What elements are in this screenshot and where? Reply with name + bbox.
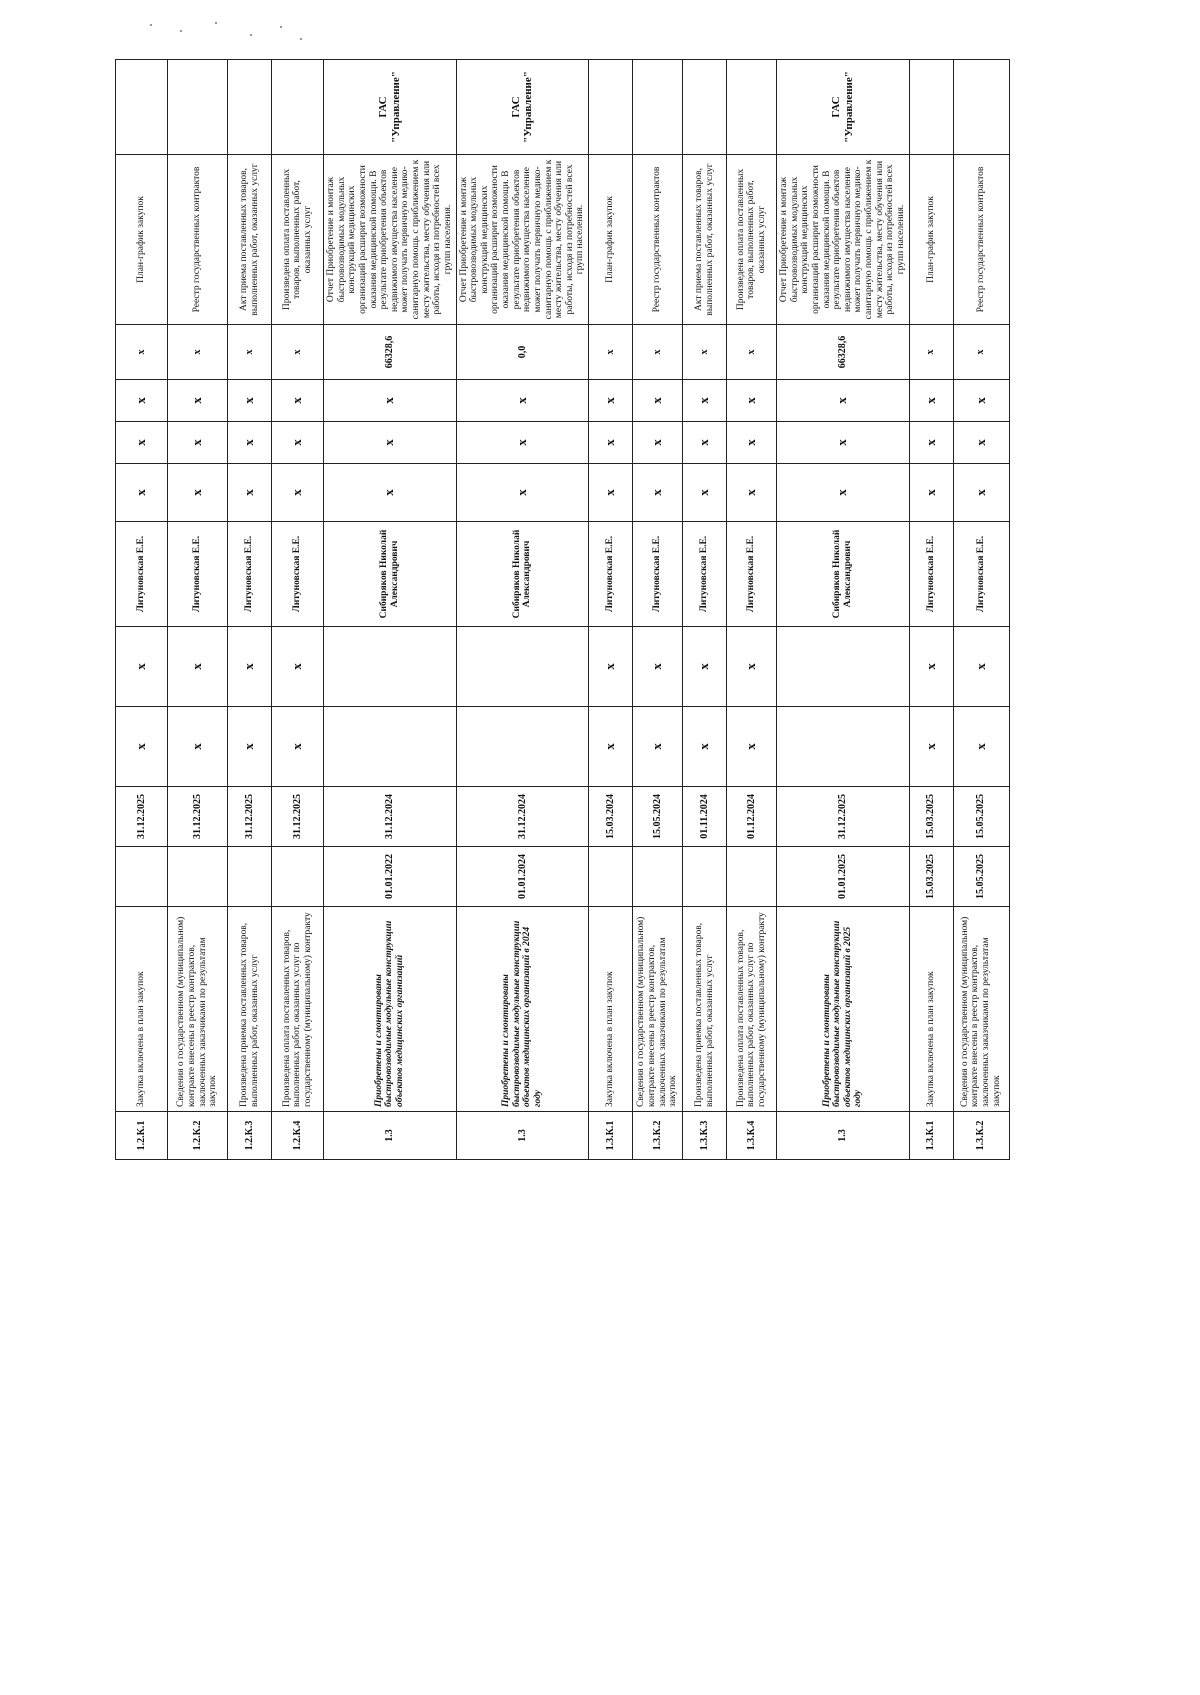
cell-x2: x xyxy=(168,627,228,707)
cell-x1: x xyxy=(909,707,953,787)
cell-x3: x xyxy=(953,464,1009,522)
cell-x3: x xyxy=(909,464,953,522)
cell-x2: x xyxy=(683,627,727,707)
cell-x4: x xyxy=(228,422,272,464)
cell-start xyxy=(589,847,633,907)
cell-x5: x xyxy=(727,380,777,422)
table-row xyxy=(777,60,910,1160)
cell-x2: x xyxy=(909,627,953,707)
rotated-table-container xyxy=(115,60,1165,1160)
cell-value: x xyxy=(683,325,727,380)
cell-x3: x xyxy=(633,464,683,522)
table-row xyxy=(168,60,228,1160)
cell-start: 15.05.2025 xyxy=(953,847,1009,907)
cell-x3: x xyxy=(683,464,727,522)
cell-x3: x xyxy=(727,464,777,522)
cell-person: Литуновская Е.Е. xyxy=(633,522,683,627)
cell-name: Приобретены и смонтированы быстровозводимые модульные конструкции объектов медицинских организаций в 2025 году xyxy=(777,907,910,1112)
cell-start: 15.03.2025 xyxy=(909,847,953,907)
cell-num: 1.3 xyxy=(456,1112,589,1160)
cell-doc: Акт приема поставленных товаров, выполненных работ, оказанных услуг xyxy=(228,155,272,325)
cell-system xyxy=(953,60,1009,155)
cell-num: 1.2.К.4 xyxy=(272,1112,324,1160)
cell-x5: x xyxy=(272,380,324,422)
cell-end: 15.03.2024 xyxy=(589,787,633,847)
table-row xyxy=(116,60,168,1160)
cell-person: Литуновская Е.Е. xyxy=(589,522,633,627)
cell-value: x xyxy=(272,325,324,380)
cell-x3: x xyxy=(272,464,324,522)
cell-value: 0,0 xyxy=(456,325,589,380)
cell-num: 1.3 xyxy=(777,1112,910,1160)
cell-x1: x xyxy=(589,707,633,787)
cell-name: Приобретены и смонтированы быстровозводимые модульные конструкции объектов медицинских организаций в 2024 году xyxy=(456,907,589,1112)
cell-x4: x xyxy=(272,422,324,464)
cell-value: x xyxy=(228,325,272,380)
cell-num: 1.3.К.1 xyxy=(909,1112,953,1160)
cell-doc: Отчет Приобретение и монтаж быстровозводимых модульных конструкций медицинских организаций расширит возможности оказания медицинской помощи. В результате приобретения объектов недвижимого имущества население может получать первичную медико-санитарную помощь с приближением к месту жительства, месту обучения или работы, исходя из потребностей всех групп населения. xyxy=(777,155,910,325)
cell-start xyxy=(272,847,324,907)
cell-person: Сибиряков Николай Александрович xyxy=(456,522,589,627)
cell-name: Сведения о государственном (муниципальном) контракте внесены в реестр контрактов, заключенных заказчиками по результатам закупок xyxy=(953,907,1009,1112)
cell-x2: x xyxy=(953,627,1009,707)
cell-x3: x xyxy=(777,464,910,522)
cell-person: Литуновская Е.Е. xyxy=(228,522,272,627)
cell-name: Закупка включена в план закупок xyxy=(909,907,953,1112)
cell-start xyxy=(727,847,777,907)
cell-value: 66328,6 xyxy=(324,325,457,380)
cell-name: Закупка включена в план закупок xyxy=(589,907,633,1112)
cell-x1: x xyxy=(953,707,1009,787)
cell-doc: Произведена оплата поставленных товаров, выполненных работ, оказанных услуг xyxy=(272,155,324,325)
cell-x4: x xyxy=(456,422,589,464)
cell-start xyxy=(633,847,683,907)
cell-end: 31.12.2025 xyxy=(116,787,168,847)
cell-person: Литуновская Е.Е. xyxy=(909,522,953,627)
cell-doc: Реестр государственных контрактов xyxy=(953,155,1009,325)
cell-num: 1.2.К.3 xyxy=(228,1112,272,1160)
cell-start: 01.01.2024 xyxy=(456,847,589,907)
cell-person: Литуновская Е.Е. xyxy=(683,522,727,627)
cell-value: x xyxy=(589,325,633,380)
cell-x4: x xyxy=(909,422,953,464)
cell-doc: Реестр государственных контрактов xyxy=(168,155,228,325)
cell-num: 1.2.К.1 xyxy=(116,1112,168,1160)
cell-x5: x xyxy=(633,380,683,422)
cell-system xyxy=(909,60,953,155)
cell-x2 xyxy=(777,627,910,707)
table-row xyxy=(589,60,633,1160)
cell-x4: x xyxy=(953,422,1009,464)
cell-x2: x xyxy=(727,627,777,707)
cell-doc: Реестр государственных контрактов xyxy=(633,155,683,325)
cell-x2 xyxy=(456,627,589,707)
cell-system xyxy=(228,60,272,155)
cell-system: ГАС "Управление" xyxy=(324,60,457,155)
plan-table xyxy=(115,59,1010,1160)
cell-num: 1.3.К.4 xyxy=(727,1112,777,1160)
cell-value: x xyxy=(168,325,228,380)
cell-start: 01.01.2022 xyxy=(324,847,457,907)
cell-system xyxy=(589,60,633,155)
cell-x5: x xyxy=(324,380,457,422)
cell-x1: x xyxy=(727,707,777,787)
cell-x3: x xyxy=(589,464,633,522)
cell-x5: x xyxy=(228,380,272,422)
cell-x1 xyxy=(456,707,589,787)
cell-system xyxy=(116,60,168,155)
cell-start: 01.01.2025 xyxy=(777,847,910,907)
cell-doc: Отчет Приобретение и монтаж быстровозводимых модульных конструкций медицинских организаций расширит возможности оказания медицинской помощи. В результате приобретения объектов недвижимого имущества население может получать первичную медико-санитарную помощь с приближением к месту жительства, месту обучения или работы, исходя из потребностей всех групп населения. xyxy=(456,155,589,325)
cell-x3: x xyxy=(168,464,228,522)
cell-x5: x xyxy=(589,380,633,422)
cell-x2: x xyxy=(116,627,168,707)
cell-x3: x xyxy=(228,464,272,522)
cell-end: 31.12.2025 xyxy=(777,787,910,847)
cell-num: 1.3.К.1 xyxy=(589,1112,633,1160)
cell-name: Произведена оплата поставленных товаров, выполненных работ, оказанных услуг по государственному (муниципальному) контракту xyxy=(727,907,777,1112)
table-row xyxy=(456,60,589,1160)
cell-end: 01.12.2024 xyxy=(727,787,777,847)
cell-end: 15.05.2025 xyxy=(953,787,1009,847)
table-row xyxy=(953,60,1009,1160)
cell-value: x xyxy=(116,325,168,380)
cell-start xyxy=(168,847,228,907)
cell-num: 1.3.К.2 xyxy=(633,1112,683,1160)
cell-value: 66328,6 xyxy=(777,325,910,380)
scan-noise xyxy=(120,20,320,50)
cell-x4: x xyxy=(777,422,910,464)
cell-x4: x xyxy=(168,422,228,464)
cell-x1: x xyxy=(116,707,168,787)
cell-doc: Произведена оплата поставленных товаров, выполненных работ, оказанных услуг xyxy=(727,155,777,325)
table-body xyxy=(116,60,1010,1160)
cell-system: ГАС "Управление" xyxy=(456,60,589,155)
cell-start xyxy=(116,847,168,907)
cell-x1 xyxy=(777,707,910,787)
cell-doc: Акт приема поставленных товаров, выполненных работ, оказанных услуг xyxy=(683,155,727,325)
cell-x2: x xyxy=(633,627,683,707)
cell-person: Литуновская Е.Е. xyxy=(727,522,777,627)
cell-value: x xyxy=(953,325,1009,380)
cell-x5: x xyxy=(168,380,228,422)
cell-x3: x xyxy=(456,464,589,522)
cell-x1 xyxy=(324,707,457,787)
cell-end: 15.05.2024 xyxy=(633,787,683,847)
cell-end: 31.12.2025 xyxy=(168,787,228,847)
cell-num: 1.2.К.2 xyxy=(168,1112,228,1160)
cell-x5: x xyxy=(116,380,168,422)
cell-x4: x xyxy=(683,422,727,464)
cell-system xyxy=(633,60,683,155)
cell-system xyxy=(683,60,727,155)
cell-end: 01.11.2024 xyxy=(683,787,727,847)
cell-person: Сибиряков Николай Александрович xyxy=(777,522,910,627)
cell-value: x xyxy=(727,325,777,380)
cell-doc: Отчет Приобретение и монтаж быстровозводимых модульных конструкций медицинских организаций расширит возможности оказания медицинской помощи. В результате приобретения объектов недвижимого имущества население может получать первичную медико-санитарную помощь с приближением к месту жительства, месту обучения или работы, исходя из потребностей всех групп населения. xyxy=(324,155,457,325)
table-row xyxy=(272,60,324,1160)
cell-num: 1.3.К.3 xyxy=(683,1112,727,1160)
cell-person: Сибиряков Николай Александрович xyxy=(324,522,457,627)
table-row xyxy=(228,60,272,1160)
table-row xyxy=(727,60,777,1160)
cell-end: 31.12.2024 xyxy=(324,787,457,847)
cell-system xyxy=(727,60,777,155)
cell-name: Закупка включена в план закупок xyxy=(116,907,168,1112)
cell-x4: x xyxy=(633,422,683,464)
cell-system: ГАС "Управление" xyxy=(777,60,910,155)
cell-name: Сведения о государственном (муниципальном) контракте внесены в реестр контрактов, заключенных заказчиками по результатам закупок xyxy=(633,907,683,1112)
cell-x4: x xyxy=(324,422,457,464)
cell-end: 31.12.2024 xyxy=(456,787,589,847)
cell-name: Произведена оплата поставленных товаров, выполненных работ, оказанных услуг по государственному (муниципальному) контракту xyxy=(272,907,324,1112)
cell-value: x xyxy=(909,325,953,380)
cell-x5: x xyxy=(683,380,727,422)
cell-x4: x xyxy=(727,422,777,464)
cell-x2: x xyxy=(228,627,272,707)
cell-x4: x xyxy=(589,422,633,464)
cell-start xyxy=(683,847,727,907)
cell-system xyxy=(272,60,324,155)
cell-x3: x xyxy=(116,464,168,522)
cell-num: 1.3 xyxy=(324,1112,457,1160)
cell-person: Литуновская Е.Е. xyxy=(272,522,324,627)
cell-name: Произведена приемка поставленных товаров, выполненных работ, оказанных услуг xyxy=(683,907,727,1112)
cell-x2 xyxy=(324,627,457,707)
cell-person: Литуновская Е.Е. xyxy=(168,522,228,627)
cell-x5: x xyxy=(909,380,953,422)
cell-doc: План-график закупок xyxy=(909,155,953,325)
cell-num: 1.3.К.2 xyxy=(953,1112,1009,1160)
cell-x1: x xyxy=(272,707,324,787)
cell-doc: План-график закупок xyxy=(589,155,633,325)
cell-person: Литуновская Е.Е. xyxy=(953,522,1009,627)
cell-end: 31.12.2025 xyxy=(272,787,324,847)
cell-name: Произведена приемка поставленных товаров, выполненных работ, оказанных услуг xyxy=(228,907,272,1112)
cell-doc: План-график закупок xyxy=(116,155,168,325)
table-row xyxy=(633,60,683,1160)
cell-x5: x xyxy=(777,380,910,422)
cell-x5: x xyxy=(456,380,589,422)
cell-x2: x xyxy=(272,627,324,707)
cell-x1: x xyxy=(228,707,272,787)
cell-person: Литуновская Е.Е. xyxy=(116,522,168,627)
cell-name: Сведения о государственном (муниципальном) контракте внесены в реестр контрактов, заключенных заказчиками по результатам закупок xyxy=(168,907,228,1112)
table-row xyxy=(324,60,457,1160)
cell-x4: x xyxy=(116,422,168,464)
table-row xyxy=(683,60,727,1160)
cell-end: 15.03.2025 xyxy=(909,787,953,847)
cell-x3: x xyxy=(324,464,457,522)
cell-x1: x xyxy=(168,707,228,787)
cell-x1: x xyxy=(683,707,727,787)
cell-name: Приобретены и смонтированы быстровозводимые модульные конструкции объектов медицинских организаций xyxy=(324,907,457,1112)
table-row xyxy=(909,60,953,1160)
cell-x5: x xyxy=(953,380,1009,422)
cell-value: x xyxy=(633,325,683,380)
cell-system xyxy=(168,60,228,155)
cell-x1: x xyxy=(633,707,683,787)
cell-x2: x xyxy=(589,627,633,707)
cell-end: 31.12.2025 xyxy=(228,787,272,847)
cell-start xyxy=(228,847,272,907)
